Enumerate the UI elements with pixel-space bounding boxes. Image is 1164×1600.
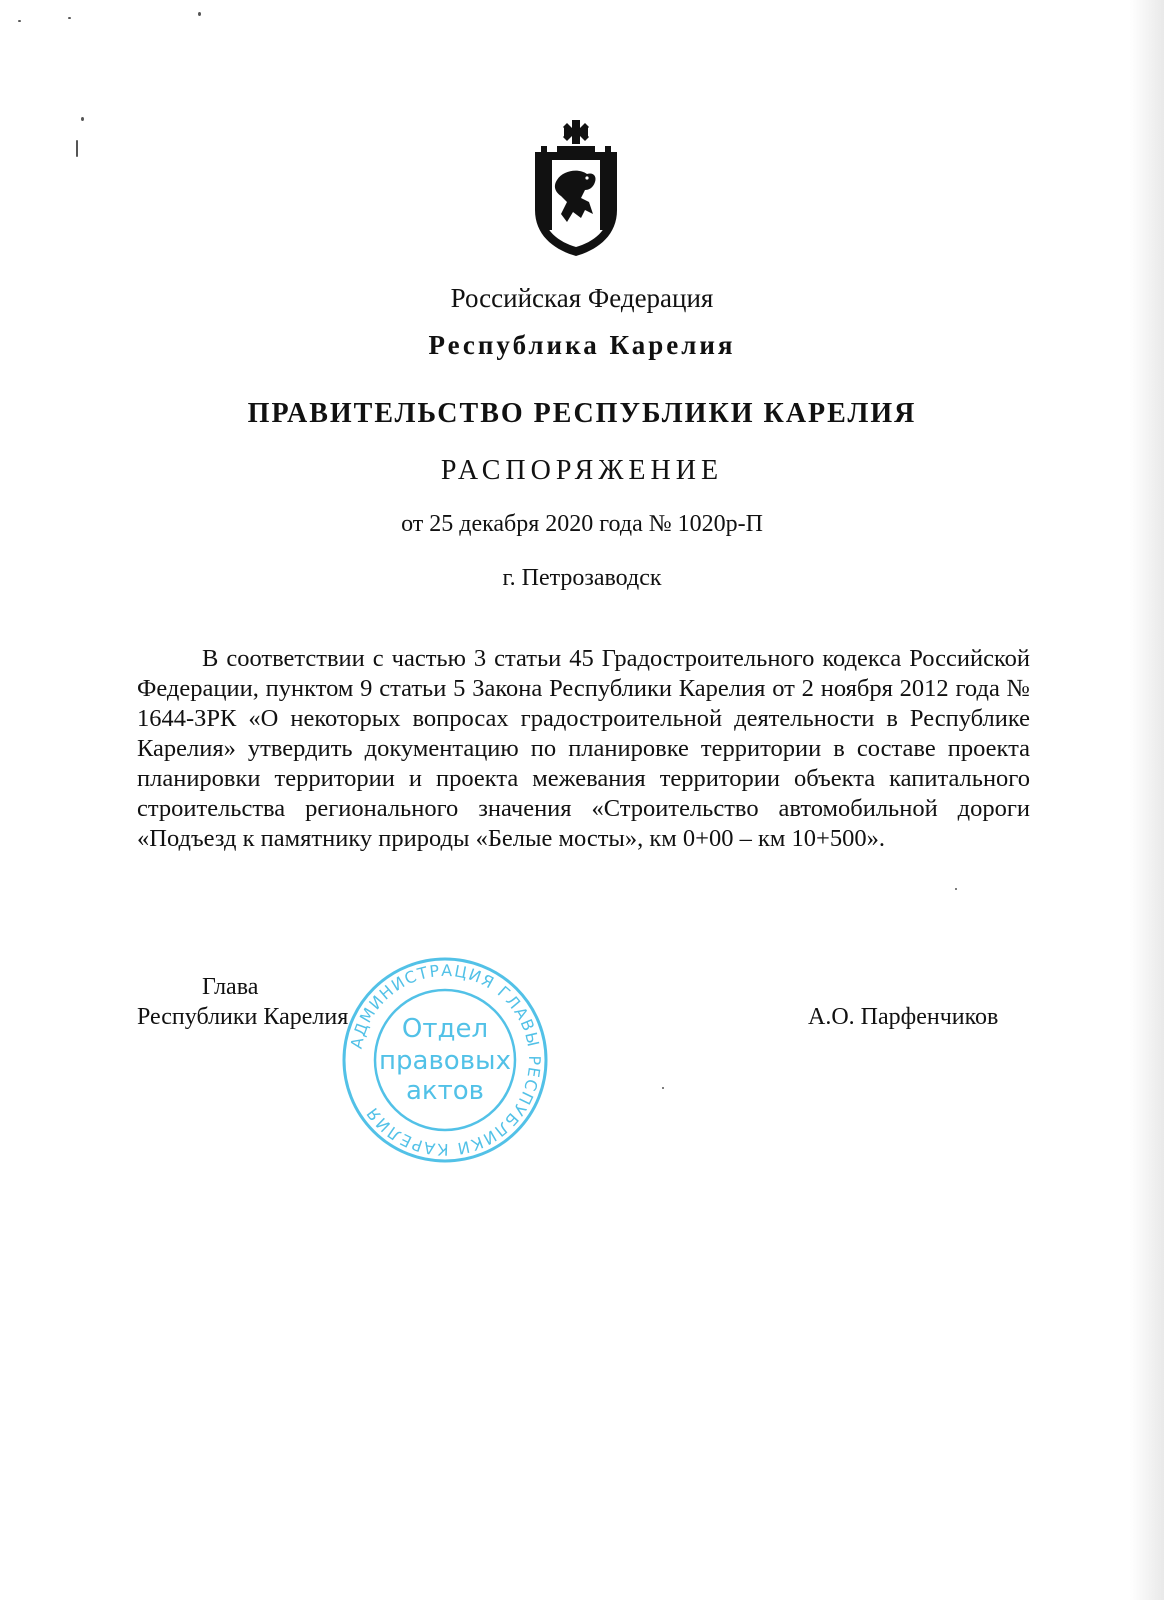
signatory-name: А.О. Парфенчиков (808, 1004, 999, 1030)
scan-speck (18, 20, 21, 22)
document-body: В соответствии с частью 3 статьи 45 Градостроительного кодекса Российской Федерации, пунктом 9 статьи 5 Закона Республики Карелия от 2 ноября 2012 года № 1644-ЗРК «О некоторых вопросах градостроительной деятельности в Республике Карелия» утвердить документацию по планировке территории в составе проекта планировки территории и проекта межевания территории объекта капитального строительства регионального значения «Строительство автомобильной дороги «Подъезд к памятнику природы «Белые мосты», км 0+00 – км 10+500». (137, 645, 1030, 852)
scan-speck (955, 888, 957, 890)
karelia-coat-of-arms-icon (527, 118, 625, 258)
svg-text:правовых: правовых (379, 1046, 511, 1076)
republic-name: Республика Карелия (428, 330, 736, 360)
document-type: РАСПОРЯЖЕНИЕ (440, 455, 724, 486)
svg-text:АДМИНИСТРАЦИЯ ГЛАВЫ РЕСПУБЛИКИ: АДМИНИСТРАЦИЯ ГЛАВЫ РЕСПУБЛИКИ КАРЕЛИЯ (346, 960, 545, 1160)
scan-speck (198, 12, 201, 16)
document-date-number: от 25 декабря 2020 года № 1020р-П (401, 511, 763, 537)
scan-speck (76, 140, 78, 157)
scan-speck (662, 1087, 664, 1089)
signatory-title (137, 972, 348, 1032)
scan-edge-shadow (1130, 0, 1164, 1600)
signatory-title-line1: Глава (202, 974, 259, 1000)
svg-text:актов: актов (405, 1076, 485, 1106)
country-name: Российская Федерация (450, 283, 714, 313)
official-stamp (340, 955, 550, 1165)
svg-text:Отдел: Отдел (401, 1014, 489, 1044)
scan-speck (68, 17, 71, 19)
scan-speck (81, 117, 84, 121)
government-heading: ПРАВИТЕЛЬСТВО РЕСПУБЛИКИ КАРЕЛИЯ (247, 398, 917, 429)
document-city: г. Петрозаводск (502, 565, 662, 591)
signatory-title-line2: Республики Карелия (137, 1004, 349, 1030)
